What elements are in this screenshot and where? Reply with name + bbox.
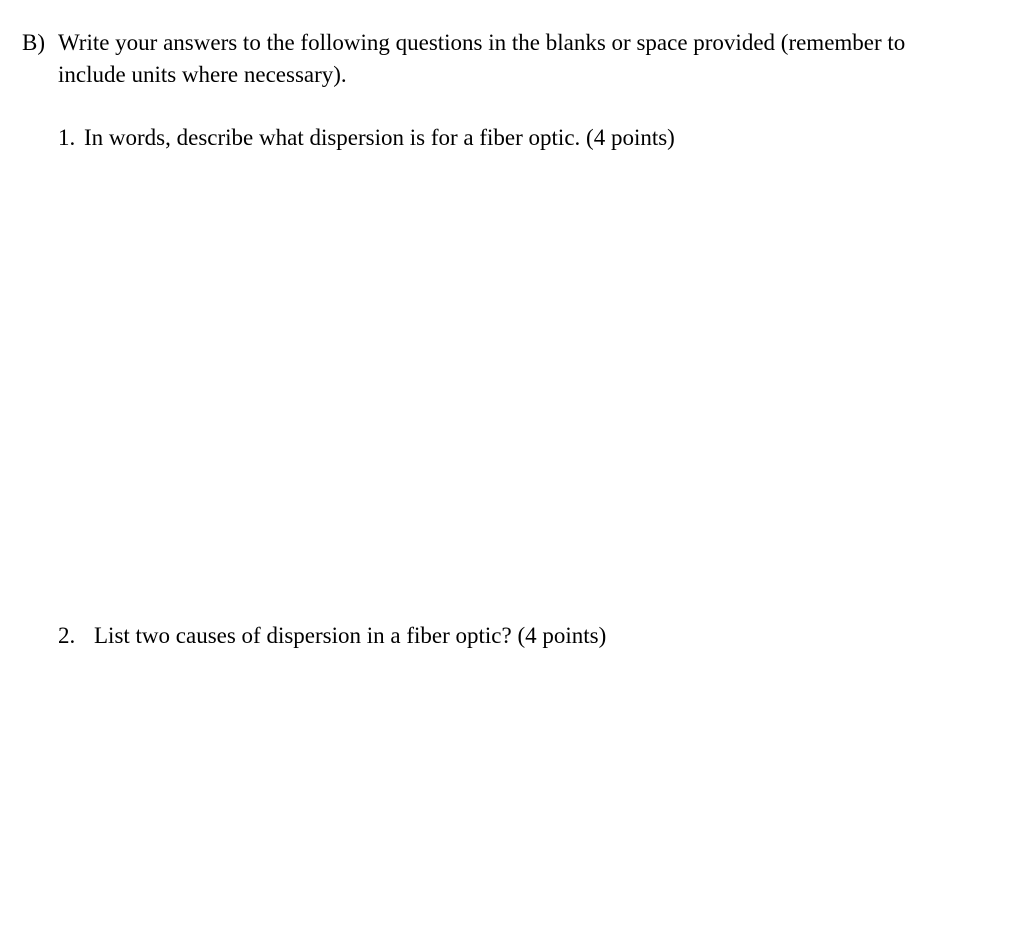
answer-space-2[interactable]: [58, 665, 958, 925]
section-label: B): [22, 30, 45, 55]
question-1: [58, 122, 958, 154]
question-text: In words, describe what dispersion is for a fiber optic. (4 points): [84, 125, 675, 150]
section-instructions: [58, 27, 982, 91]
question-text: List two causes of dispersion in a fiber optic? (4 points): [94, 623, 607, 648]
instructions-line-1: Write your answers to the following questions in the blanks or space provided (remember to: [58, 30, 906, 55]
question-number: 1.: [58, 125, 76, 150]
answer-space-1[interactable]: [58, 165, 958, 595]
question-2: [58, 620, 958, 652]
instructions-line-2: include units where necessary).: [58, 62, 347, 87]
section-b: [22, 27, 982, 91]
question-number: 2.: [58, 623, 76, 648]
section-header: [22, 27, 982, 91]
